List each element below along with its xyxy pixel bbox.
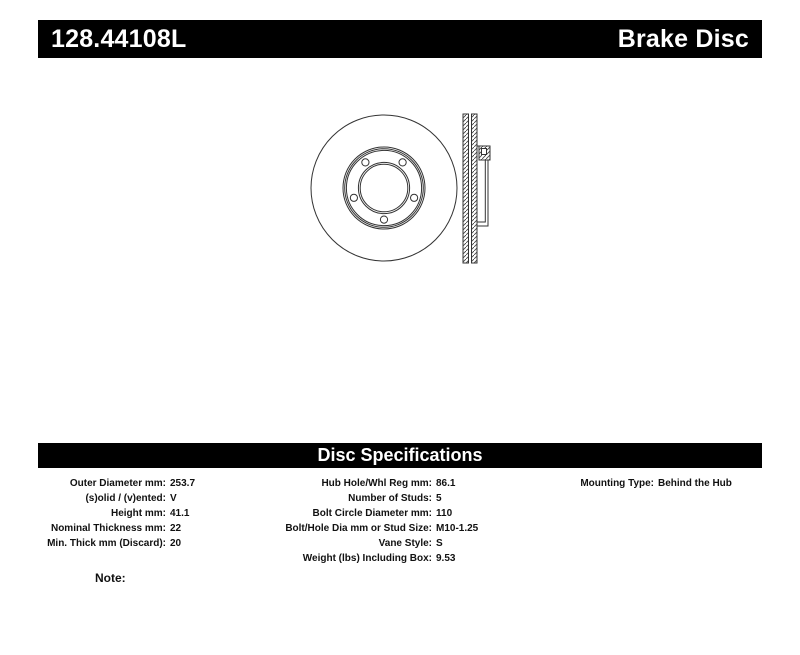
spec-value: 41.1 [170, 508, 190, 519]
spec-value: 22 [170, 523, 182, 534]
spec-row [280, 521, 478, 536]
spec-row [38, 491, 195, 506]
spec-value: Behind the Hub [658, 478, 732, 489]
rotor-plate-outer [463, 114, 469, 263]
spec-value: S [436, 538, 443, 549]
spec-column-middle [280, 476, 478, 566]
spec-label: Bolt Circle Diameter mm: [312, 508, 432, 519]
spec-label: Weight (lbs) Including Box: [302, 553, 432, 564]
spec-value: V [170, 493, 177, 504]
spec-label: Vane Style: [378, 538, 432, 549]
spec-row [38, 506, 195, 521]
spec-label: Outer Diameter mm: [69, 478, 166, 489]
spec-title: Disc Specifications [317, 445, 483, 465]
spec-column-left [38, 476, 195, 551]
spec-label: Hub Hole/Whl Reg mm: [321, 478, 432, 489]
spec-row [38, 521, 195, 536]
spec-title-bar [38, 443, 762, 468]
spec-value: M10-1.25 [436, 523, 479, 534]
spec-label: Number of Studs: [348, 493, 432, 504]
spec-value: 253.7 [170, 478, 196, 489]
spec-row [280, 491, 478, 506]
disc-outer-edge [311, 115, 457, 261]
spec-row [38, 476, 195, 491]
header-bar [38, 20, 762, 58]
spec-label: Nominal Thickness mm: [50, 523, 166, 534]
page-title: Brake Disc [617, 24, 749, 53]
spec-row [540, 476, 732, 491]
spec-row [280, 476, 478, 491]
spec-label: Min. Thick mm (Discard): [47, 538, 166, 549]
spec-value: 110 [436, 508, 453, 519]
spec-value: 9.53 [436, 553, 456, 564]
spec-label: (s)olid / (v)ented: [85, 493, 166, 504]
spec-row [280, 506, 478, 521]
brake-disc-cross-section [463, 114, 490, 263]
note-label: Note: [95, 571, 126, 585]
spec-value: 5 [436, 493, 442, 504]
spec-column-right [540, 476, 732, 491]
spec-row [38, 536, 195, 551]
flange-stud-hole [482, 149, 487, 155]
spec-label: Mounting Type: [580, 478, 654, 489]
spec-row [280, 536, 478, 551]
spec-label: Bolt/Hole Dia mm or Stud Size: [285, 523, 432, 534]
brake-disc-drawing [290, 95, 520, 285]
rotor-plate-inner [472, 114, 478, 263]
spec-value: 86.1 [436, 478, 456, 489]
brake-disc-front-view [311, 115, 457, 261]
part-number: 128.44108L [51, 24, 187, 53]
spec-value: 20 [170, 538, 182, 549]
spec-label: Height mm: [111, 508, 166, 519]
spec-row [280, 551, 478, 566]
